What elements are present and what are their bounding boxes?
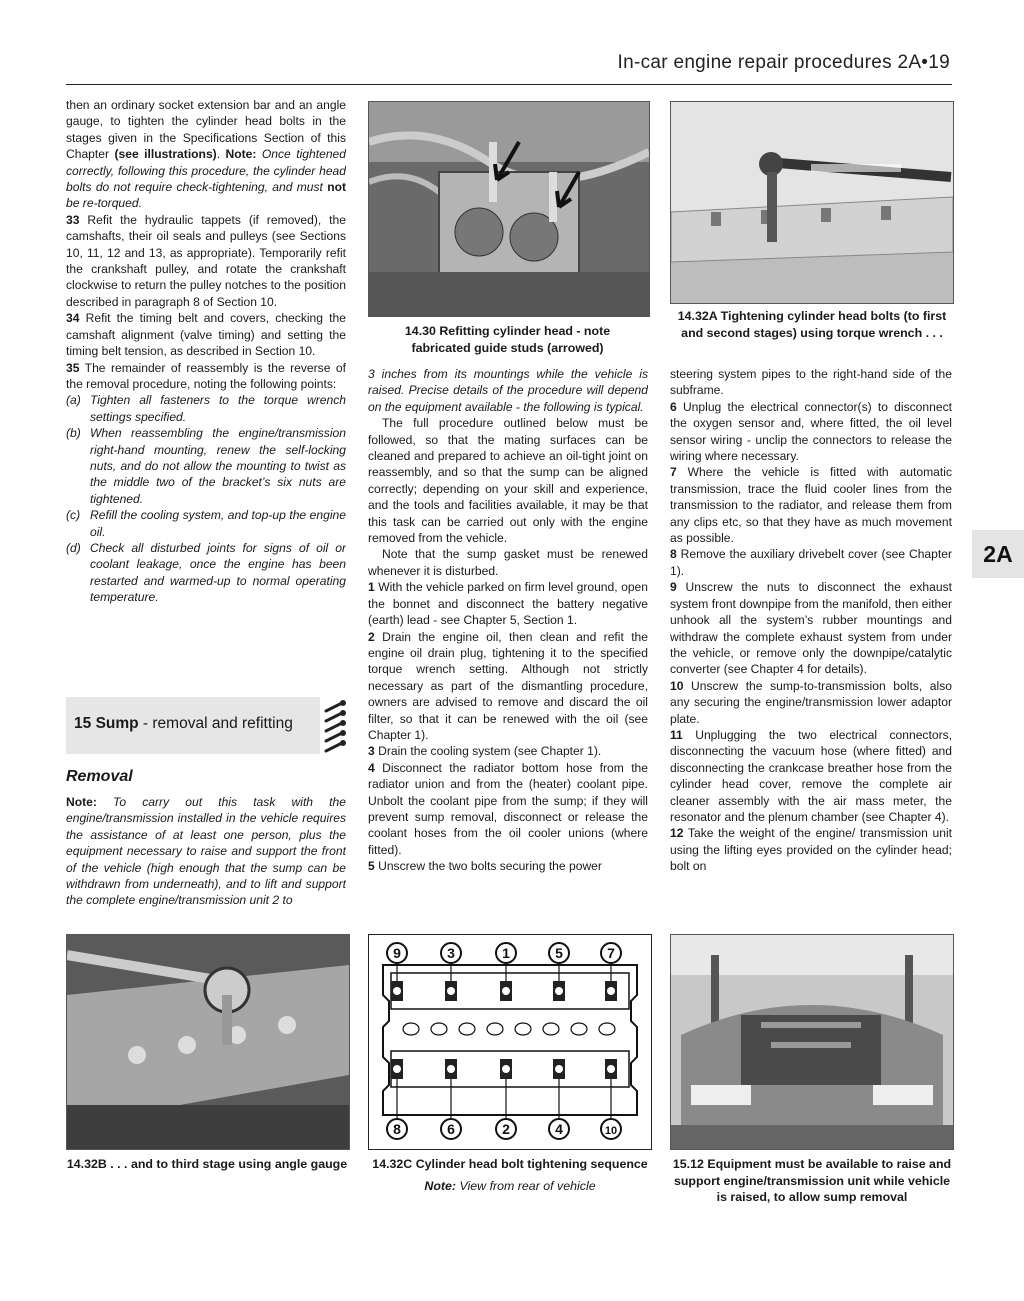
step-10: 10 Unscrew the sump-to-transmission bolts, also any securing the engine/transmission lower adaptor plate.: [670, 678, 952, 726]
sequence-number-5: 5: [555, 945, 563, 961]
step-5: 5 Unscrew the two bolts securing the power: [368, 859, 602, 874]
header-title: In-car engine repair procedures 2A•19: [617, 52, 950, 73]
column-3-text: [670, 366, 952, 927]
caption-14-30: 14.30 Refitting cylinder head - note fabricated guide studs (arrowed): [404, 324, 611, 355]
step-1: 1 With the vehicle parked on firm level ground, open the bonnet and disconnect the battery negative (earth) lead - see Chapter 5, Section 1.: [368, 580, 648, 628]
column-1-removal-note: Note: To carry out this task with the engine/transmission installed in the vehicle requires the assistance of at least one person, plus the equipment necessary to raise and support the front of the vehicle (high enough that the sump can be withdrawn from underneath), and to lift and support the complete engine/transmission unit 2 to: [66, 795, 346, 908]
bolt-top-7: [605, 981, 617, 1001]
step-35: 35 The remainder of reassembly is the reverse of the removal procedure, noting the following points:: [66, 360, 346, 391]
photo-14-32b-angle-gauge: [66, 934, 350, 1150]
bolt-bottom-10: [605, 1059, 617, 1079]
column-3-continued: steering system pipes to the right-hand side of the subframe.: [670, 367, 952, 398]
step-33: 33 Refit the hydraulic tappets (if removed), the camshafts, their oil seals and pulleys (see Sections 10, 11, 12 and 13, as appropriate). Temporarily refit the crankshaft pulley, and rotate the crankshaft clockwise to return the pulley notches to the position described in paragraph 8 of Section 10.: [66, 212, 346, 309]
step-4: 4 Disconnect the radiator bottom hose from the radiator union and from the (heater) coolant pipe. Unbolt the coolant pipe from the sump; if they will prevent sump removal, disconnect or release the coolant hoses from the oil cooler unions (where fitted).: [368, 760, 648, 857]
list-item-d: (d) Check all disturbed joints for signs of oil or coolant leakage, once the engine has been restarted and warmed-up to normal operating temperature.: [66, 540, 346, 605]
list-item-c: (c) Refill the cooling system, and top-up the engine oil.: [66, 508, 346, 539]
caption-14-32c-note: Note: View from rear of vehicle: [424, 1178, 596, 1193]
column-1-para-1: then an ordinary socket extension bar and an angle gauge, to tighten the cylinder head bolts in the stages given in the Specifications Section of this Chapter (see illustrations). Note: Once tightened correctly, following this procedure, the cylinder head bolts do not require check-tightening, and must not be re-torqued.: [66, 98, 346, 211]
section-title: Sump: [95, 715, 139, 732]
section-number: 15: [74, 715, 92, 732]
step-11: 11 Unplugging the two electrical connectors, disconnecting the vacuum hose (where fitted) and disconnecting the crankcase breather hose from the cylinder head cover, remove the complete air cleaner assembly with the air mass meter, the resonator and the plenum chamber (see Chapter 4).: [670, 727, 952, 824]
column-2-intro: 3 inches from its mountings while the vehicle is raised. Precise details of the procedure will depend on the equipment available - the following is typical.: [368, 367, 648, 414]
sequence-number-10: 10: [604, 1125, 618, 1137]
sequence-number-3: 3: [447, 945, 455, 961]
step-12: 12 Take the weight of the engine/ transmission unit using the lifting eyes provided on the cylinder head; bolt on: [670, 826, 952, 874]
bolt-bottom-2: [500, 1059, 512, 1079]
column-1-top: [66, 97, 346, 689]
photo-15-12-vehicle-raised: [670, 934, 954, 1150]
step-7: 7 Where the vehicle is fitted with automatic transmission, trace the fluid cooler lines from the transmission to the radiator, and release them from any clips etc, so that they have as much movement as possible.: [670, 465, 952, 546]
difficulty-spanner-icon: [322, 697, 348, 757]
step-3: 3 Drain the cooling system (see Chapter 1).: [368, 744, 602, 759]
sequence-number-2: 2: [502, 1121, 510, 1137]
column-2-para-gasket: Note that the sump gasket must be renewed whenever it is disturbed.: [368, 547, 648, 578]
sequence-number-7: 7: [607, 945, 615, 961]
bolt-top-9: [391, 981, 403, 1001]
photo-14-30-cylinder-head: [368, 101, 650, 317]
step-9: 9 Unscrew the nuts to disconnect the exhaust system front downpipe from the manifold, then either unhook all the system’s rubber mountings and withdraw the complete exhaust system from under the vehicle, or remove only the downpipe/catalytic converter (see Chapter 4 for details).: [670, 580, 952, 677]
section-heading: 15 Sump - removal and refitting: [66, 697, 320, 754]
step-34: 34 Refit the timing belt and covers, checking the camshaft alignment (valve timing) and setting the timing belt tension, as described in Section 10.: [66, 311, 346, 359]
caption-14-32b: 14.32B . . . and to third stage using angle gauge: [66, 1157, 348, 1171]
photo-14-32a-torque-wrench: [670, 101, 954, 304]
sequence-number-4: 4: [555, 1121, 563, 1137]
step-6: 6 Unplug the electrical connector(s) to disconnect the oxygen sensor and, where fitted, the oil level sensor wiring - unclip the connectors to release the wiring where necessary.: [670, 399, 952, 464]
bolt-top-5: [553, 981, 565, 1001]
bolt-top-1: [500, 981, 512, 1001]
sequence-number-8: 8: [393, 1121, 401, 1137]
list-item-b: (b) When reassembling the engine/transmission right-hand mounting, renew the self-locking nuts, and do not allow the mounting to twist as the middle two of the bracket’s six nuts are tightened.: [66, 426, 346, 506]
step-8: 8 Remove the auxiliary drivebelt cover (see Chapter 1).: [670, 547, 952, 578]
caption-14-32c-title: 14.32C Cylinder head bolt tightening sequence: [372, 1157, 648, 1171]
diagram-14-32c-bolt-sequence: [368, 934, 652, 1150]
bolt-top-3: [445, 981, 457, 1001]
sequence-number-9: 9: [393, 945, 401, 961]
sequence-number-1: 1: [502, 945, 510, 961]
caption-15-12: 15.12 Equipment must be available to raise and support engine/transmission unit while vehicle is raised, to allow sump removal: [672, 1157, 952, 1204]
note-label: Note:: [225, 147, 257, 162]
caption-14-32a: 14.32A Tightening cylinder head bolts (to first and second stages) using torque wrench . . .: [677, 309, 947, 340]
running-header: [66, 50, 952, 85]
column-2-text: [368, 366, 648, 927]
removal-heading: Removal: [66, 768, 133, 785]
caption-14-32c: [370, 1156, 650, 1194]
bolt-bottom-4: [553, 1059, 565, 1079]
sequence-number-6: 6: [447, 1121, 455, 1137]
list-item-a: (a) Tighten all fasteners to the torque wrench settings specified.: [66, 393, 346, 424]
chapter-side-tab: 2A: [972, 530, 1024, 578]
bolt-bottom-8: [391, 1059, 403, 1079]
step-2: 2 Drain the engine oil, then clean and refit the engine oil drain plug, tightening it to the specified torque wrench setting. Although not strictly necessary as part of the dismantling procedure, owners are advised to remove and discard the oil filter, so that it can be renewed with the oil (see Chapter 1).: [368, 629, 648, 742]
column-2-para-full: The full procedure outlined below must be followed, so that the mating surfaces can be cleaned and prepared to achieve an oil-tight joint on reassembly, and so that the sump can be aligned correctly; depending on your skill and experience, and the tools and facilities available, it may be that this task can be carried out only with the engine removed from the vehicle.: [368, 416, 648, 546]
bolt-bottom-6: [445, 1059, 457, 1079]
